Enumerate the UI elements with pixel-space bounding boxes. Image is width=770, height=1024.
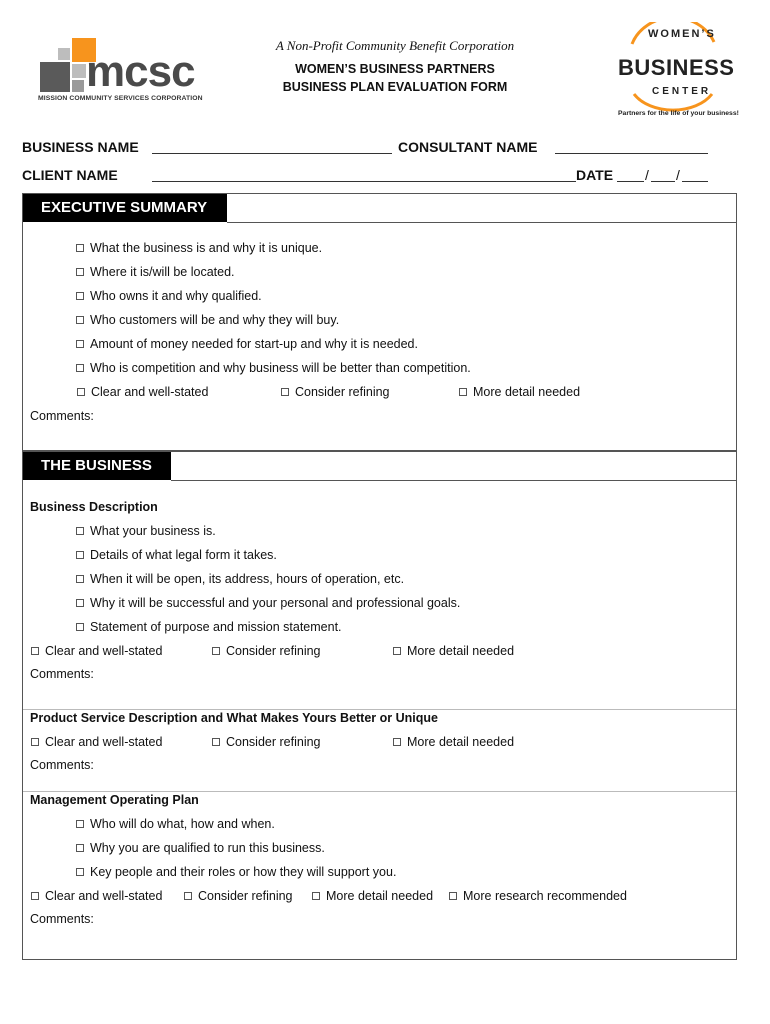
checkbox-icon[interactable] [31,892,39,900]
business-name-field[interactable] [152,153,392,154]
consultant-name-label: CONSULTANT NAME [398,139,538,155]
wbc-word: BUSINESS [618,55,735,80]
date-separator-1: / [645,167,649,183]
es-comments-label: Comments: [30,409,94,423]
mg-item-1[interactable]: Who will do what, how and when. [76,817,275,831]
date-separator-2: / [676,167,680,183]
business-description-title: Business Description [30,500,158,514]
divider [23,709,736,710]
business-name-label: BUSINESS NAME [22,139,139,155]
checkbox-icon[interactable] [393,647,401,655]
es-rating-detail[interactable]: More detail needed [459,385,580,399]
checkbox-icon[interactable] [76,599,84,607]
mg-rating-clear[interactable]: Clear and well-stated [31,889,162,903]
checkbox-icon[interactable] [184,892,192,900]
the-business-heading: THE BUSINESS [23,452,171,480]
tagline: A Non-Profit Community Benefit Corporation [275,38,515,53]
client-name-label: CLIENT NAME [22,167,118,183]
bd-rating-clear[interactable]: Clear and well-stated [31,644,162,658]
es-item-4[interactable]: Who customers will be and why they will buy. [76,313,339,327]
bd-item-1[interactable]: What your business is. [76,524,216,538]
checkbox-icon[interactable] [77,388,85,396]
ps-comments-label: Comments: [30,758,94,772]
es-item-6[interactable]: Who is competition and why business will be better than competition. [76,361,471,375]
bd-item-3[interactable]: When it will be open, its address, hours of operation, etc. [76,572,404,586]
checkbox-icon[interactable] [459,388,467,396]
bd-rating-detail[interactable]: More detail needed [393,644,514,658]
bd-rating-refine[interactable]: Consider refining [212,644,321,658]
checkbox-icon[interactable] [76,575,84,583]
wbc-slogan: Partners for the life of your business! [618,110,739,117]
mg-comments-label: Comments: [30,912,94,926]
checkbox-icon[interactable] [76,868,84,876]
consultant-name-field[interactable] [555,153,708,154]
bd-item-4[interactable]: Why it will be successful and your personal and professional goals. [76,596,460,610]
mcsc-wordmark: mcsc [86,47,195,96]
ps-rating-clear[interactable]: Clear and well-stated [31,735,162,749]
executive-summary-heading: EXECUTIVE SUMMARY [23,194,227,222]
checkbox-icon[interactable] [76,244,84,252]
es-rating-refine[interactable]: Consider refining [281,385,390,399]
date-month-field[interactable] [617,181,644,182]
checkbox-icon[interactable] [449,892,457,900]
executive-summary-section [22,193,737,451]
mg-rating-detail[interactable]: More detail needed [312,889,433,903]
checkbox-icon[interactable] [76,292,84,300]
management-title: Management Operating Plan [30,793,199,807]
checkbox-icon[interactable] [76,623,84,631]
es-item-3[interactable]: Who owns it and why qualified. [76,289,262,303]
checkbox-icon[interactable] [76,551,84,559]
bd-comments-label: Comments: [30,667,94,681]
bd-item-2[interactable]: Details of what legal form it takes. [76,548,277,562]
wbc-arc-top: WOMEN’S [648,28,716,40]
date-label: DATE [576,167,614,183]
es-rating-clear[interactable]: Clear and well-stated [77,385,208,399]
date-year-field[interactable] [682,181,708,182]
es-item-1[interactable]: What the business is and why it is unique. [76,241,322,255]
mg-rating-research[interactable]: More research recommended [449,889,627,903]
ps-rating-detail[interactable]: More detail needed [393,735,514,749]
wbc-arc-bottom: CENTER [652,86,712,97]
date-day-field[interactable] [651,181,675,182]
checkbox-icon[interactable] [281,388,289,396]
checkbox-icon[interactable] [76,364,84,372]
mg-item-2[interactable]: Why you are qualified to run this business. [76,841,325,855]
checkbox-icon[interactable] [76,820,84,828]
checkbox-icon[interactable] [76,316,84,324]
checkbox-icon[interactable] [76,527,84,535]
mcsc-logo [36,36,203,106]
checkbox-icon[interactable] [76,844,84,852]
mcsc-subtitle: MISSION COMMUNITY SERVICES CORPORATION [38,95,203,102]
checkbox-icon[interactable] [31,738,39,746]
checkbox-icon[interactable] [393,738,401,746]
checkbox-icon[interactable] [212,738,220,746]
checkbox-icon[interactable] [312,892,320,900]
checkbox-icon[interactable] [76,340,84,348]
checkbox-icon[interactable] [212,647,220,655]
form-title-line2: BUSINESS PLAN EVALUATION FORM [282,80,508,94]
bd-item-5[interactable]: Statement of purpose and mission statement. [76,620,342,634]
form-title-line1: WOMEN’S BUSINESS PARTNERS [295,62,495,76]
the-business-section [22,451,737,960]
womens-business-center-logo [614,22,739,122]
mg-item-3[interactable]: Key people and their roles or how they will support you. [76,865,396,879]
ps-rating-refine[interactable]: Consider refining [212,735,321,749]
checkbox-icon[interactable] [76,268,84,276]
product-service-title: Product Service Description and What Makes Yours Better or Unique [30,711,438,725]
divider [23,791,736,792]
es-item-2[interactable]: Where it is/will be located. [76,265,235,279]
checkbox-icon[interactable] [31,647,39,655]
mg-rating-refine[interactable]: Consider refining [184,889,293,903]
client-name-field[interactable] [152,181,576,182]
es-item-5[interactable]: Amount of money needed for start-up and why it is needed. [76,337,418,351]
